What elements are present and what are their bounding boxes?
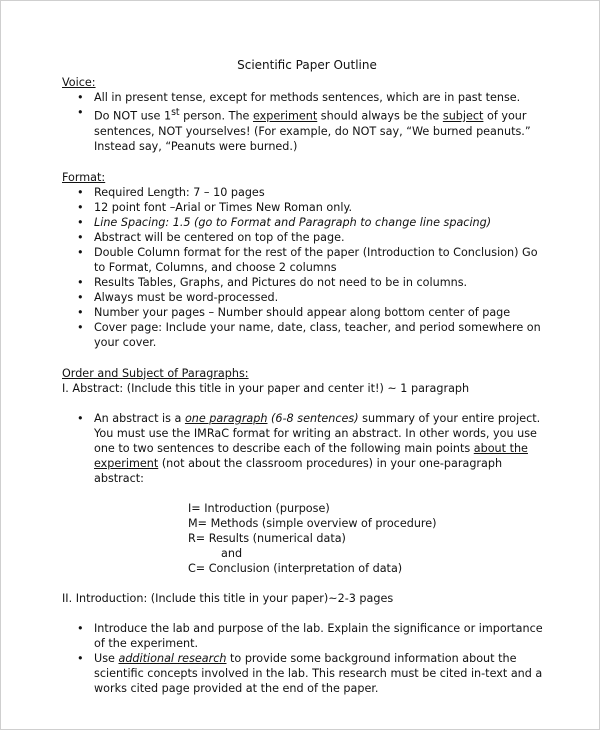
document-title: Scientific Paper Outline bbox=[237, 58, 377, 72]
abstract-item-post: (not about the classroom procedures) in your one-paragraph abstract: bbox=[94, 456, 503, 485]
introduction-list bbox=[62, 621, 552, 696]
underlined-additional-research: additional research bbox=[118, 651, 227, 665]
format-item: • Abstract will be centered on top of the page. bbox=[62, 230, 552, 245]
order-heading: Order and Subject of Paragraphs: bbox=[62, 366, 249, 380]
voice-item-person-mid2: should always be the bbox=[317, 109, 443, 123]
voice-heading: Voice: bbox=[62, 76, 96, 89]
imrac-results: R= Results (numerical data) bbox=[188, 531, 346, 545]
introduction-item-research bbox=[62, 651, 552, 696]
imrac-methods: M= Methods (simple overview of procedure) bbox=[188, 516, 437, 530]
abstract-item-pre: An abstract is a bbox=[94, 411, 185, 425]
format-heading: Format: bbox=[62, 170, 106, 184]
underlined-about-experiment: about the experiment bbox=[94, 441, 528, 470]
underlined-one-paragraph: one paragraph bbox=[184, 411, 268, 425]
voice-item-person-mid1: person. The bbox=[179, 109, 253, 123]
underlined-subject: subject bbox=[442, 109, 484, 123]
abstract-line: I. Abstract: (Include this title in your paper and center it!) ~ 1 paragraph bbox=[62, 381, 470, 395]
imrac-conclusion: C= Conclusion (interpretation of data) bbox=[188, 561, 403, 575]
abstract-item bbox=[62, 411, 552, 486]
abstract-list bbox=[62, 411, 552, 486]
italic-sentences: (6-8 sentences) bbox=[267, 411, 359, 425]
imrac-introduction: I= Introduction (purpose) bbox=[188, 501, 330, 515]
introduction-line: II. Introduction: (Include this title in your paper)~2-3 pages bbox=[62, 591, 394, 605]
imrac-list bbox=[62, 501, 552, 576]
format-item: • Cover page: Include your name, date, class, teacher, and period somewhere on your cover. bbox=[62, 320, 552, 350]
superscript-st: st bbox=[171, 107, 180, 118]
introduction-item: • Introduce the lab and purpose of the lab. Explain the significance or importance of the experiment. bbox=[62, 621, 552, 651]
voice-item-person-pre: Do NOT use 1 bbox=[94, 109, 172, 123]
intro-item-post: to provide some background information about the scientific concepts involved in the lab. This research must be cited in-text and a works cited page provided at the end of the paper. bbox=[94, 651, 543, 695]
voice-item-tense: • All in present tense, except for methods sentences, which are in past tense. bbox=[62, 90, 552, 105]
voice-item-person-post: of your sentences, NOT yourselves! (For example, do NOT say, “We burned peanuts.” Instead say, “Peanuts were burned.) bbox=[94, 109, 531, 153]
intro-item-pre: Use bbox=[94, 651, 119, 665]
format-item: • Number your pages – Number should appear along bottom center of page bbox=[62, 305, 552, 320]
format-item: • 12 point font –Arial or Times New Roman only. bbox=[62, 200, 552, 215]
voice-item-person bbox=[62, 105, 552, 154]
format-item: • Double Column format for the rest of the paper (Introduction to Conclusion) Go to Format, Columns, and choose 2 columns bbox=[62, 245, 552, 275]
format-item: • Line Spacing: 1.5 (go to Format and Paragraph to change line spacing) bbox=[62, 215, 552, 230]
abstract-item-mid: summary of your entire project. You must use the IMRaC format for writing an abstract. In other words, you use one to two sentences to describe each of the following main points bbox=[94, 411, 541, 455]
format-item: • Results Tables, Graphs, and Pictures do not need to be in columns. bbox=[62, 275, 552, 290]
document-body bbox=[62, 58, 552, 696]
format-item: • Required Length: 7 – 10 pages bbox=[62, 185, 552, 200]
format-list bbox=[62, 185, 552, 350]
format-item: • Always must be word-processed. bbox=[62, 290, 552, 305]
underlined-experiment: experiment bbox=[252, 109, 318, 123]
voice-list bbox=[62, 90, 552, 154]
imrac-and: and bbox=[221, 546, 243, 560]
